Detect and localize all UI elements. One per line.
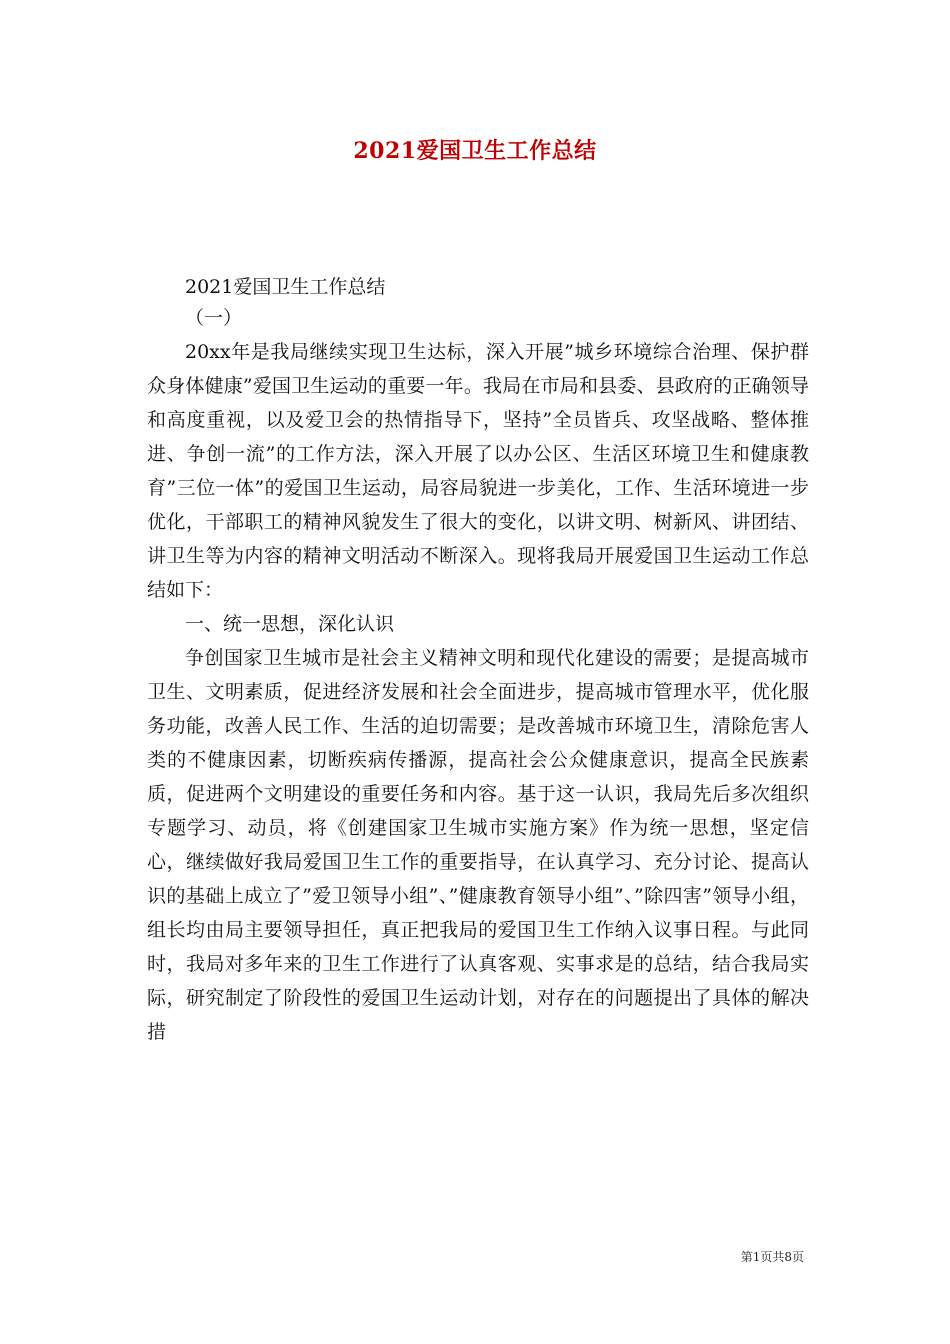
intro-paragraph: 20xx年是我局继续实现卫生达标，深入开展”城乡环境综合治理、保护群众身体健康”爱国卫生运动的重要一年。我局在市局和县委、县政府的正确领导和高度重视，以及爱卫会的热情指导下，坚持”全员皆兵、攻坚战略、整体推进、争创一流”的工作方法，深入开展了以办公区、生活区环境卫生和健康教育”三位一体”的爱国卫生运动，局容局貌进一步美化，工作、生活环境进一步优化，干部职工的精神风貌发生了很大的变化，以讲文明、树新风、讲团结、讲卫生等为内容的精神文明活动不断深入。现将我局开展爱国卫生运动工作总结如下： — [147, 341, 809, 601]
page-indicator: 第1页共8页 — [740, 1250, 804, 1264]
document-body — [147, 270, 809, 1049]
section-paragraph: 争创国家卫生城市是社会主义精神文明和现代化建设的需要；是提高城市卫生、文明素质，促进经济发展和社会全面进步，提高城市管理水平，优化服务功能，改善人民工作、生活的迫切需要；是改善城市环境卫生，清除危害人类的不健康因素，切断疾病传播源，提高社会公众健康意识，提高全民族素质，促进两个文明建设的重要任务和内容。基于这一认识，我局先后多次组织专题学习、动员，将《创建国家卫生城市实施方案》作为统一思想，坚定信心，继续做好我局爱国卫生工作的重要指导，在认真学习、充分讨论、提高认识的基础上成立了”爱卫领导小组”、”健康教育领导小组”、”除四害”领导小组，组长均由局主要领导担任，真正把我局的爱国卫生工作纳入议事日程。与此同时，我局对多年来的卫生工作进行了认真客观、实事求是的总结，结合我局实际，研究制定了阶段性的爱国卫生运动计划，对存在的问题提出了具体的解决措 — [147, 647, 809, 1043]
body-heading: 2021爱国卫生工作总结 — [185, 276, 386, 298]
section-heading: 一、统一思想，深化认识 — [185, 613, 395, 635]
section-number: （一） — [185, 307, 243, 329]
page-title: 2021爱国卫生工作总结 — [353, 138, 597, 164]
